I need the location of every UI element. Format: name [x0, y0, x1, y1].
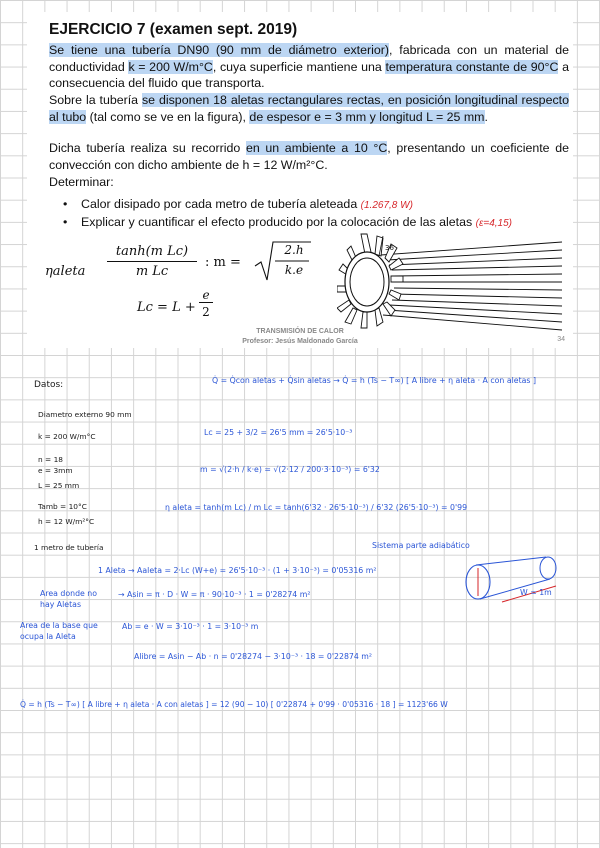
datum-h: h = 12 W/m²°C: [38, 517, 95, 526]
single-fin-area: 1 Aleta → Aaleta = 2·Lc (W+e) = 26'5·10⁻³ · (1 + 3·10⁻³) = 0'05316 m²: [98, 566, 377, 575]
unfinned-area-calc: → Asin = π · D · W = π · 90·10⁻³ · 1 = 0'28274 m²: [118, 590, 311, 599]
statement-paragraph-3: Dicha tubería realiza su recorrido en un ambiente a 10 °C, presentando un coeficiente de convección con dicho ambiente de h = 12 W/m²°C.: [49, 141, 569, 172]
datum-e: e = 3mm: [38, 466, 73, 475]
lc-formula: Lc = L +: [137, 300, 196, 315]
datum-tamb: Tamb = 10°C: [38, 502, 87, 511]
page-number: 34: [557, 336, 565, 343]
m-calculation: m = √(2·h / k·e) = √(2·12 / 200·3·10⁻³) = 6'32: [200, 465, 380, 474]
unfinned-area-label: Area donde no hay Aletas: [40, 589, 98, 609]
lc-e: e: [199, 288, 213, 303]
footer-course: TRANSMISIÓN DE CALOR: [256, 328, 344, 335]
adiabatic-note: Sistema parte adiabático: [372, 541, 470, 550]
fin-base-calc: Ab = e · W = 3·10⁻³ · 1 = 3·10⁻³ m: [122, 622, 259, 631]
free-area-calc: Alibre = Asin − Ab · n = 0'28274 − 3·10⁻³ · 18 = 0'22874 m²: [134, 652, 373, 661]
eta-symbol: ηaleta: [45, 264, 86, 279]
datum-diameter: Diametro externo 90 mm: [38, 410, 132, 419]
determinar-label: Determinar:: [49, 175, 114, 189]
eta-denominator: m Lc: [135, 264, 169, 279]
datum-n: n = 18: [38, 455, 63, 464]
datum-L: L = 25 mm: [38, 481, 80, 490]
statement-paragraph-1: Se tiene una tubería DN90 (90 mm de diámetro exterior), fabricada con un material de conductividad k = 200 W/m°C, cuya superficie mantiene una temperatura constante de 90°C a consecuencia del fluido que transporta.: [49, 43, 569, 91]
sqrt-numerator: 2.h: [284, 243, 304, 257]
eta-numerator: tanh(m Lc): [107, 244, 197, 262]
exercise-title: EJERCICIO 7 (examen sept. 2019): [49, 21, 298, 38]
datos-heading: Datos:: [34, 380, 64, 390]
heat-balance-equation: Q̇ = Q̇con aletas + Q̇sin aletas → Q̇ = h (Ts − T∞) [ A libre + η aleta · A con aletas ]: [212, 376, 536, 385]
fin-base-label: Area de la base que ocupa la Aleta: [20, 621, 98, 641]
exercise-slide: [27, 12, 573, 348]
question-item: • Calor disipado por cada metro de tubería aleteada (1.267,8 W): [81, 196, 512, 214]
m-definition: : m =: [205, 255, 241, 270]
tube-sketch: [462, 552, 582, 612]
statement-paragraph-2: Sobre la tubería se disponen 18 aletas rectangulares rectas, en posición longitudinal respecto al tubo (tal como se ve en la figura), de espesor e = 3 mm y longitud L = 25 mm.: [49, 93, 569, 124]
eta-calculation: η aleta = tanh(m Lc) / m Lc = tanh(6'32 · 26'5·10⁻³) / 6'32 (26'5·10⁻³) = 0'99: [165, 503, 468, 512]
sqrt-denominator: k.e: [284, 263, 304, 277]
answer-hint: (1.267,8 W): [360, 200, 413, 211]
datum-k: k = 200 W/m°C: [38, 432, 96, 441]
footer-professor: Profesor: Jesús Maldonado García: [242, 338, 358, 345]
lc-calculation: Lc = 25 + 3/2 = 26'5 mm = 26'5·10⁻³: [204, 428, 353, 437]
lc-two: 2: [202, 305, 210, 319]
answer-hint: (ε=4,15): [475, 218, 513, 229]
figure-label: 36: [385, 244, 394, 252]
per-meter-label: 1 metro de tubería: [34, 543, 104, 552]
final-heat-calc: Q̇ = h (Ts − T∞) [ A libre + η aleta · A con aletas ] = 12 (90 − 10) [ 0'22874 + 0'99 · 0'05316 · 18 ] = 1123'66 W: [20, 700, 448, 709]
tube-length-label: W = 1m: [520, 588, 552, 597]
question-list: [81, 196, 512, 232]
question-item: • Explicar y cuantificar el efecto producido por la colocación de las aletas (ε=4,15): [81, 214, 512, 232]
